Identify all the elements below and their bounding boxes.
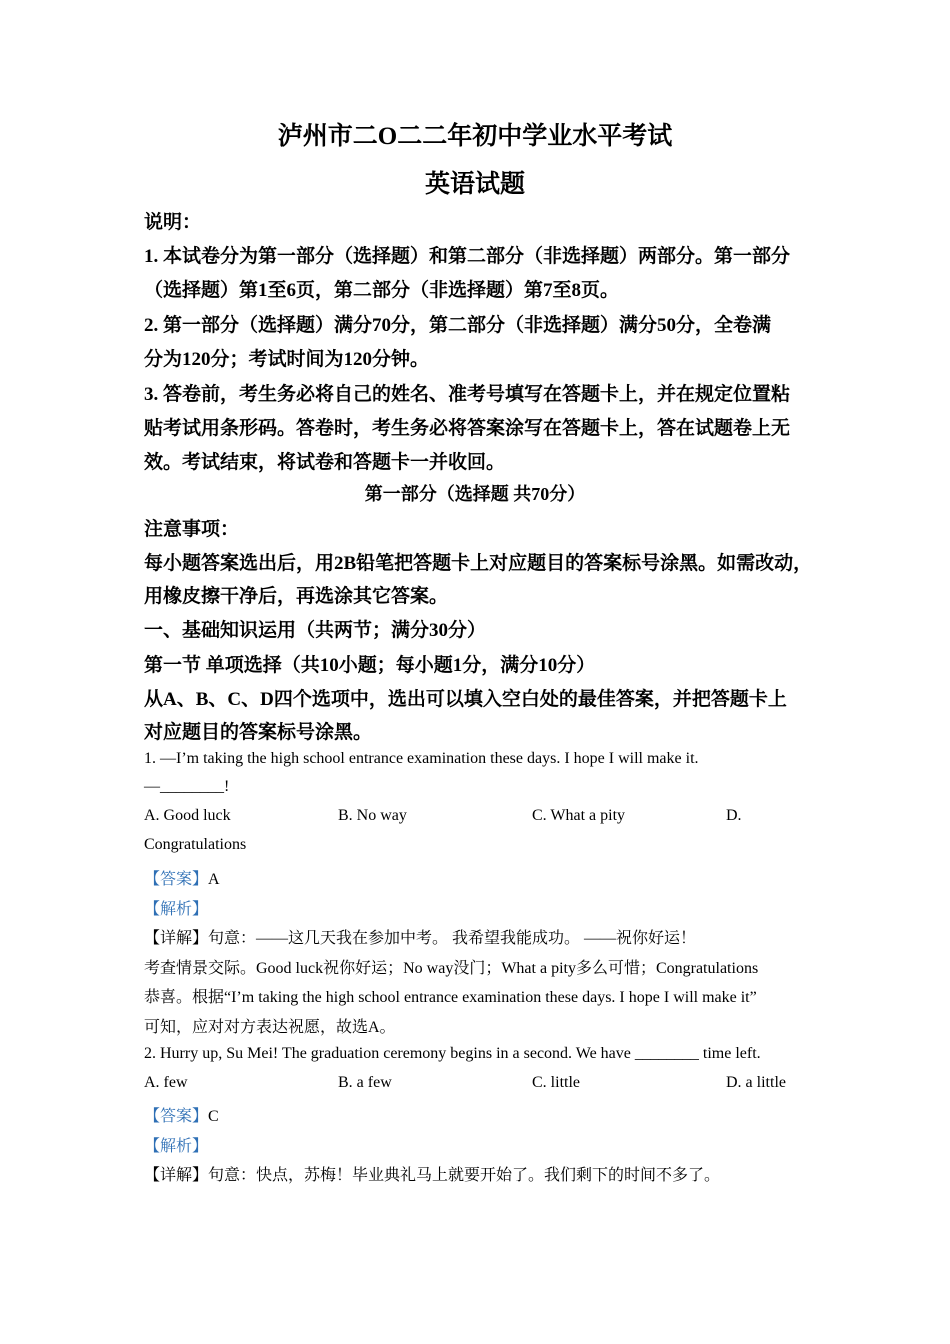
instruction-line: 1. 本试卷分为第一部分（选择题）和第二部分（非选择题）两部分。第一部分 <box>144 246 791 267</box>
section1-subheading: 第一节 单项选择（共10小题；每小题1分，满分10分） <box>144 655 596 676</box>
answer-tag: 【答案】 <box>144 1108 209 1125</box>
q1-analysis-tag: 【解析】 <box>144 901 209 918</box>
q1-stem-blank: —________! <box>144 778 230 795</box>
notes-line: 每小题答案选出后，用2B铅笔把答题卡上对应题目的答案标号涂黑。如需改动， <box>144 553 813 574</box>
q2-detail: 【详解】句意：快点，苏梅！毕业典礼马上就要开始了。我们剩下的时间不多了。 <box>144 1167 721 1184</box>
q1-detail: 恭喜。根据“I’m taking the high school entrance examination these days. I hope I will make it” <box>144 989 757 1006</box>
instruction-line: （选择题）第1至6页，第二部分（非选择题）第7至8页。 <box>144 280 620 301</box>
q2-stem: 2. Hurry up, Su Mei! The graduation ceremony begins in a second. We have ________ time left. <box>144 1045 761 1062</box>
q1-stem: 1. —I’m taking the high school entrance examination these days. I hope I will make it. <box>144 750 699 767</box>
instructions-heading: 说明： <box>144 212 202 233</box>
answer-value: C <box>208 1108 219 1125</box>
q2-analysis-tag: 【解析】 <box>144 1138 209 1155</box>
q1-detail: 考查情景交际。Good luck祝你好运；No way没门；What a pity多么可惜；Congratulations <box>144 960 759 977</box>
instruction-line: 贴考试用条形码。答卷时，考生务必将答案涂写在答题卡上，答在试题卷上无 <box>144 418 791 439</box>
part1-heading: 第一部分（选择题 共70分） <box>364 484 586 504</box>
q1-detail: 【详解】句意：——这几天我在参加中考。 我希望我能成功。 ——祝你好运！ <box>144 930 697 947</box>
q1-detail: 可知，应对对方表达祝愿，故选A。 <box>144 1019 396 1036</box>
section1-directions: 从A、B、C、D四个选项中，选出可以填入空白处的最佳答案，并把答题卡上 <box>144 689 787 710</box>
q2-option-d: D. a little <box>726 1074 786 1091</box>
section1-heading: 一、基础知识运用（共两节；满分30分） <box>144 620 487 641</box>
exam-subtitle: 英语试题 <box>424 171 525 198</box>
q1-answer <box>144 866 220 889</box>
instruction-line: 效。考试结束，将试卷和答题卡一并收回。 <box>144 452 506 473</box>
exam-title: 泸州市二O二二年初中学业水平考试 <box>277 123 673 150</box>
instruction-line: 3. 答卷前，考生务必将自己的姓名、准考号填写在答题卡上，并在规定位置粘 <box>144 384 791 405</box>
answer-value: A <box>208 871 220 888</box>
instruction-line: 2. 第一部分（选择题）满分70分，第二部分（非选择题）满分50分，全卷满 <box>144 315 772 336</box>
q1-option-d: D. <box>726 807 742 824</box>
q1-option-c: C. What a pity <box>532 807 626 824</box>
q2-answer <box>144 1103 219 1126</box>
answer-tag: 【答案】 <box>144 871 209 888</box>
q2-option-c: C. little <box>532 1074 580 1091</box>
q1-option-a: A. Good luck <box>144 807 231 824</box>
q1-option-d-text: Congratulations <box>144 836 247 853</box>
q1-option-b: B. No way <box>338 807 407 824</box>
notes-line: 用橡皮擦干净后，再选涂其它答案。 <box>144 586 449 607</box>
section1-directions: 对应题目的答案标号涂黑。 <box>144 722 373 743</box>
q2-option-b: B. a few <box>338 1074 392 1091</box>
q2-option-a: A. few <box>144 1074 188 1091</box>
instruction-line: 分为120分；考试时间为120分钟。 <box>144 349 430 370</box>
notes-heading: 注意事项： <box>144 519 240 540</box>
